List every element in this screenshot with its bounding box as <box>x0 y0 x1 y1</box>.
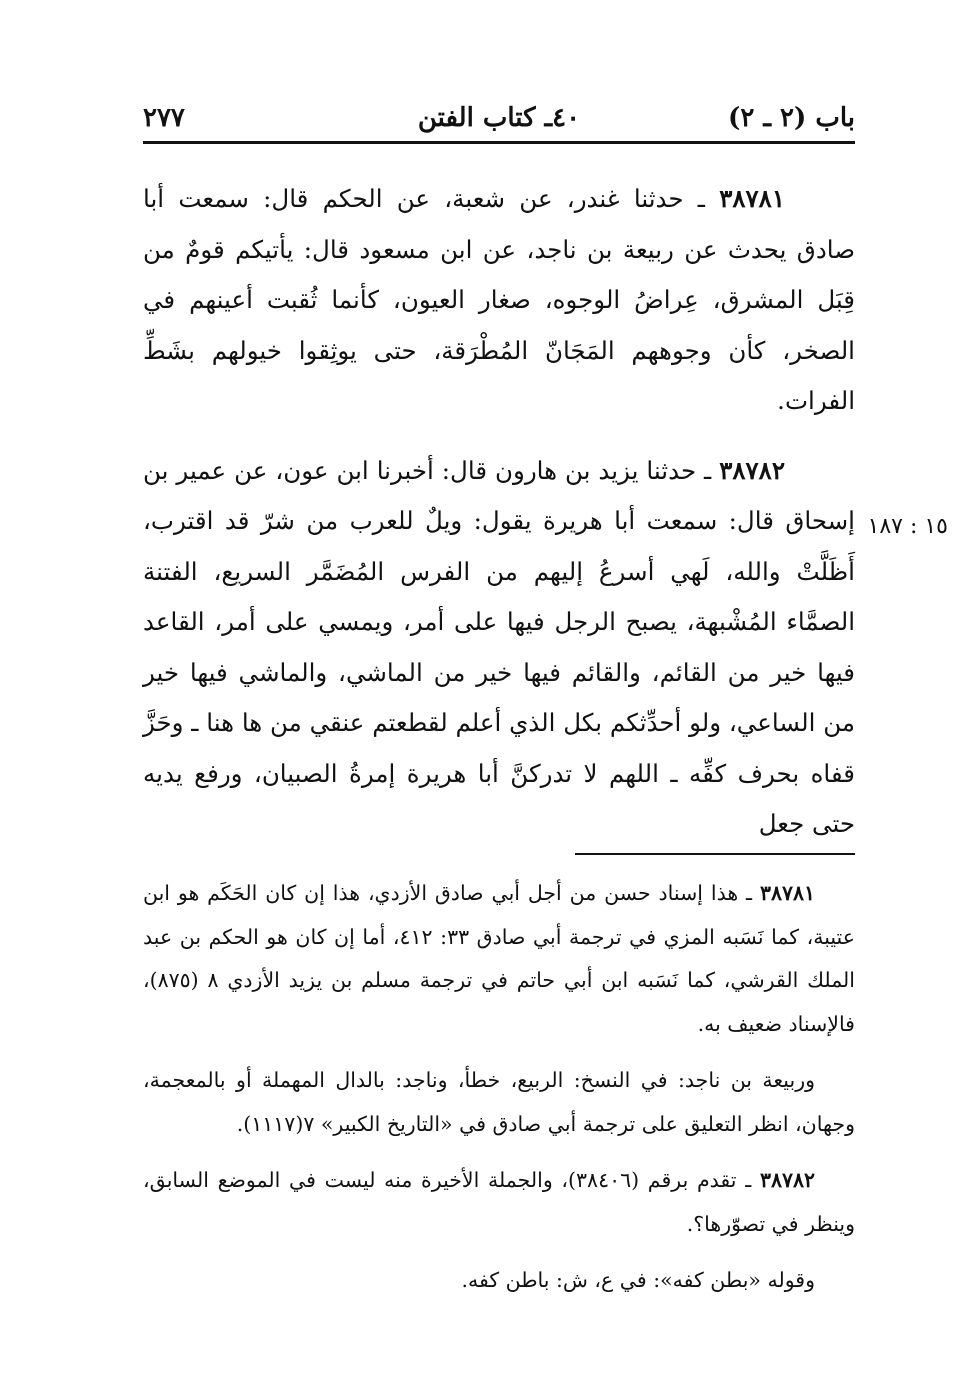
page-header <box>143 98 855 138</box>
footnote-number: ٣٨٧٨٢ <box>759 1168 815 1192</box>
hadith-text: ـ حدثنا يزيد بن هارون قال: أخبرنا ابن عون، عن عمير بن إسحاق قال: سمعت أبا هريرة يقول: ويلٌ للعرب من شرّ قد اقترب، أَظَلَّتْ والله، لَهي أسرعُ إليهم من الفرس المُضَمَّر السريع، الفتنة الصمَّاء المُشْبهة، يصبح الرجل فيها على أمر، ويمسي على أمر، القاعد فيها خير من القائم، والقائم فيها خير من الماشي، والماشي فيها خير من الساعي، ولو أحدِّثكم بكل الذي أعلم لقطعتم عنقي من ها هنا ـ وحَزَّ قفاه بحرف كفِّه ـ اللهم لا تدركنَّ أبا هريرة إمرةُ الصبيان، ورفع يديه حتى جعل <box>143 455 855 838</box>
footnote-number: ٣٨٧٨١ <box>759 881 815 905</box>
hadith-text: ـ حدثنا غندر، عن شعبة، عن الحكم قال: سمعت أبا صادق يحدث عن ربيعة بن ناجد، عن ابن مسعود قال: يأتيكم قومٌ من قِبَل المشرق، عِراضُ الوجوه، صغار العيون، كأنما ثُقبت أعينهم في الصخر، كأن وجوههم المَجَانّ المُطْرَقة، حتى يوثِقوا خيولهم بشَطِّ الفرات. <box>143 184 855 415</box>
footnote-text: ـ هذا إسناد حسن من أجل أبي صادق الأزدي، هذا إن كان الحَكَم هو ابن عتيبة، كما نَسَبه المزي في ترجمة أبي صادق ٣٣: ٤١٢، أما إن كان هو الحكم بن عبد الملك القرشي، كما نَسَبه ابن أبي حاتم في ترجمة مسلم بن يزيد الأزدي ٨ (٨٧٥)، فالإسناد ضعيف به. <box>143 881 855 1036</box>
footnote-text: وقوله «بطن كفه»: في ع، ش: باطن كفه. <box>461 1268 815 1292</box>
footnote-text: ـ تقدم برقم (٣٨٤٠٦)، والجملة الأخيرة منه ليست في الموضع السابق، وينظر في تصوّرها؟. <box>143 1168 855 1236</box>
footnotes <box>143 872 855 1303</box>
hadith-paragraph <box>143 174 855 427</box>
footnote-rule <box>575 853 855 855</box>
footnote-paragraph <box>143 1159 855 1246</box>
hadith-paragraph <box>143 446 855 850</box>
hadith-number: ٣٨٧٨١ <box>719 184 785 213</box>
main-text <box>143 174 855 850</box>
book-title: ٤٠ـ كتاب الفتن <box>417 103 581 133</box>
footnote-paragraph <box>143 1059 855 1146</box>
chapter-title: باب (٢ ـ ٢) <box>728 103 855 133</box>
footnote-text: وربيعة بن ناجد: في النسخ: الربيع، خطأ، وناجد: بالدال المهملة أو بالمعجمة، وجهان، انظر التعليق على ترجمة أبي صادق في «التاريخ الكبير» ٧(١١١٧). <box>143 1068 855 1136</box>
footnote-paragraph <box>143 1259 855 1303</box>
footnote-paragraph <box>143 872 855 1046</box>
page-number: ٢٧٧ <box>143 103 185 133</box>
margin-reference: ١٥ : ١٨٧ <box>867 514 948 539</box>
hadith-number: ٣٨٧٨٢ <box>719 455 785 485</box>
header-rule <box>143 141 855 144</box>
